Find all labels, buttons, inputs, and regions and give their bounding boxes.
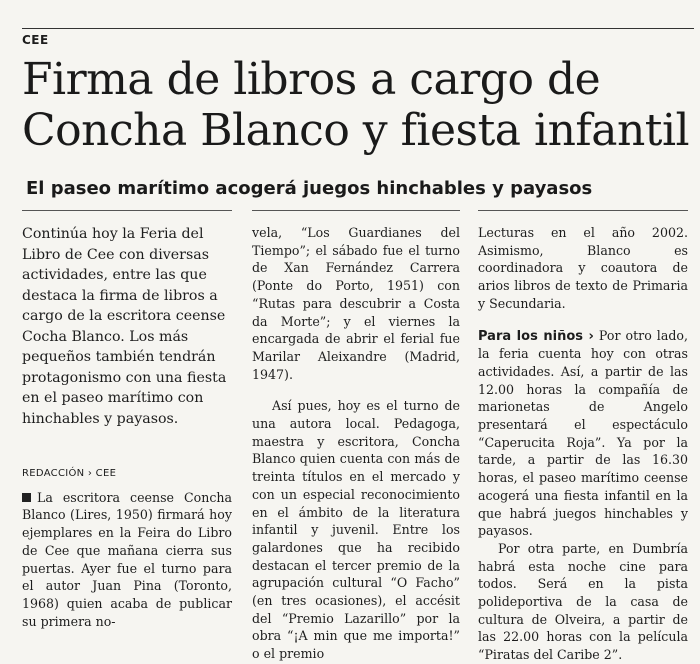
headline: Firma de libros a cargo de Concha Blanco y fiesta infantil — [22, 54, 690, 156]
subheadline: El paseo marítimo acogerá juegos hinchables y payasos — [26, 178, 593, 199]
start-square-icon — [22, 493, 31, 502]
body-paragraph-5: Para los niños › Por otro lado, la feria cuenta hoy con otras actividades. Así, a partir de las 12.00 horas la compañía de marionetas de Angelo presentará el espectáculo “Caperucita Roja”. Ya por la tarde, a partir de las 16.30 horas, el paseo marítimo ceense acogerá una fiesta infantil en la que habrá juegos hinchables y payasos. — [478, 327, 688, 539]
top-rule — [22, 28, 694, 29]
kicker-label: Para los niños › — [478, 328, 594, 344]
body-paragraph-2: vela, “Los Guardianes del Tiempo”; el sábado fue el turno de Xan Fernández Carrera (Ponte do Porto, 1951) con “Rutas para descubrir a Costa da Morte”; y el viernes la encargada de abrir el ferial fue Marilar Aleixandre (Madrid, 1947). — [252, 225, 460, 382]
column-rule-2 — [252, 210, 460, 211]
lead-paragraph: Continúa hoy la Feria del Libro de Cee con diversas actividades, entre las que destaca la firma de libros a cargo de la escritora ceense Cocha Blanco. Los más pequeños también tendrán protagonismo con una fiesta en el paseo marítimo con hinchables y payasos. — [22, 226, 227, 427]
article-column-2 — [252, 224, 460, 663]
body-paragraph-4: Lecturas en el año 2002. Asimismo, Blanco es coordinadora y coautora de arios libros de texto de Primaria y Secundaria. — [478, 225, 688, 311]
column-rule-1 — [22, 210, 232, 211]
column-rule-3 — [478, 210, 688, 211]
article-column-3 — [478, 224, 688, 664]
body-paragraph-1: La escritora ceense Concha Blanco (Lires, 1950) firmará hoy ejemplares en la Feira do Libro de Cee que mañana cierra sus puertas. Ayer fue el turno para el autor Juan Pina (Toronto, 1968) quien acaba de publicar su primera no- — [22, 489, 232, 629]
byline-credit: REDACCIÓN › CEE — [22, 468, 117, 479]
body-paragraph-3: Así pues, hoy es el turno de una autora local. Pedagoga, maestra y escritora, Concha Blanco quien cuenta con más de treinta títulos en el mercado y con un especial reconocimiento en el ámbito de la literatura infantil y juvenil. Entre los galardones que ha recibido destacan el tercer premio de la agrupación cultural “O Facho” (en tres ocasiones), el accésit del “Premio Lazarillo” por la obra “¡A min que me importa!” o el premio — [252, 398, 460, 662]
article-column-1 — [22, 224, 232, 630]
body-paragraph-6: Por otra parte, en Dumbría habrá esta noche cine para todos. Será en la pista polideportiva de la casa de cultura de Olveira, a partir de las 22.00 horas con la película “Piratas del Caribe 2”. — [478, 540, 688, 663]
section-label: CEE — [22, 33, 49, 47]
